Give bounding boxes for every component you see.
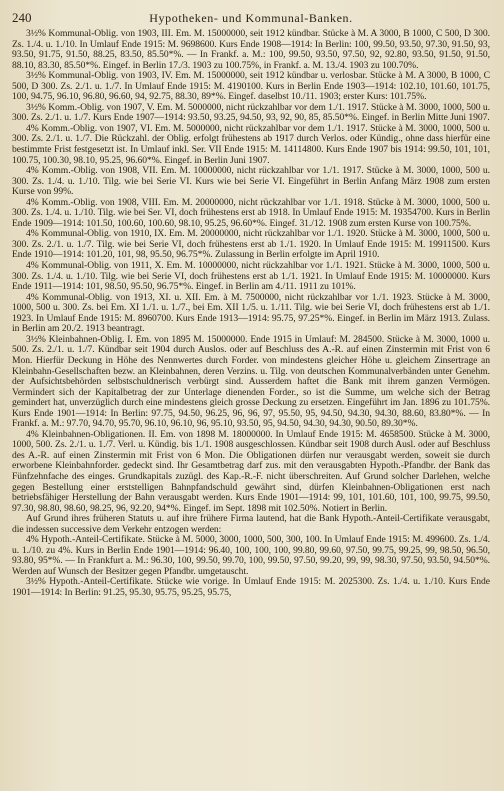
entry-komm-oblig-1908-vii: 4% Komm.-Oblig. von 1908, VII. Em. M. 10000000, nicht rückzahlbar vor 1./1. 1917. Stücke à M. 3000, 1000, 500 u. 300. Zs. 1./4. u. 1./10. Tilg. wie bei Serie VI. Kurs wie bei Serie VI. Eingeführt in Berlin Anfang März 1908 zum ersten Kurse von 99%.	[12, 165, 490, 198]
running-title: Hypotheken- und Kommunal-Banken.	[149, 11, 353, 25]
page-body	[12, 29, 490, 599]
entry-hypoth-anteil-cert-4: 4% Hypoth.-Anteil-Certifikate. Stücke à M. 5000, 3000, 1000, 500, 300, 100. In Umlauf Ende 1915: M. 499600. Zs. 1./4. u. 1./10. zu 4%. Kurs in Berlin Ende 1901—1914: 96.40, 100, 100, 100, 99.80, 99.60, 97.50, 99.75, 99.25, 99, 98.50, 96.50, 93.80, 95*%. — In Frankfurt a. M.: 96.30, 100, 99.50, 99.70, 100, 99.50, 97.50, 99.20, 99, 99, 98.30, 97.50, 93.50, 94.50*%. Werden auf Wunsch der Besitzer gegen Pfandbr. umgetauscht.	[12, 534, 490, 577]
entry-kommunal-oblig-1911-x: 4% Kommunal-Oblig. von 1911, X. Em. M. 10000000, nicht rückzahlbar vor 1./1. 1921. Stücke à M. 3000, 1000, 500 u. 300. Zs. 1./4. u. 1./10. Tilg. wie bei Serie VI, doch frühestens erst ab 1./1. 1921. In Umlauf Ende 1915: M. 10000000. Kurs Ende 1911—1914: 101, 98.50, 95.50, 96.75*%. Eingef. in Berlin am 4./11. 1911 zu 101%.	[12, 260, 490, 293]
entry-kommunal-oblig-1913-xi-xii: 4% Kommunal-Oblig. von 1913, XI. u. XII. Em. à M. 7500000, nicht rückzahlbar vor 1./1. 1923. Stücke à M. 3000, 1000, 500 u. 300. Zs. bei Em. XI 1./1. u. 1./7., bei Em. XII 1./5. u. 1./11. Tilg. wie bei Serie VI, doch frühestens erst ab 1./1. 1923. In Umlauf Ende 1915: M. 8960700. Kurs Ende 1913—1914: 95.75, 97.25*%. Eingef. in Berlin im März 1913. Zulass. in Berlin am 20./2. 1913 beantragt.	[12, 291, 490, 335]
entry-kommunal-oblig-1903-iv: 3½% Kommunal-Oblig. von 1903, IV. Em. M. 15000000, seit 1912 kündbar u. verlosbar. Stücke à M. A 3000, B 1000, C 500, D 300. Zs. 2./1. u. 1./7. In Umlauf Ende 1915: M. 4190100. Kurs in Berlin Ende 1903—1914: 102.10, 101.60, 101.75, 100, 94.75, 96.10, 96.80, 96.60, 94, 92.75, 88.30, 89*%. Eingef. daselbst 10./11. 1903; erster Kurs: 101.75%.	[12, 70, 490, 103]
entry-kleinbahnen-oblig-i: 3½% Kleinbahnen-Oblig. I. Em. von 1895 M. 15000000. Ende 1915 in Umlauf: M. 284500. Stücke à M. 3000, 1000 u. 500. Zs. 2./1. u. 1./7. Kündbar seit 1904 durch Auslos. oder auf Beschluss des A.-R. auf einen Zinstermin mit Frist von 6 Mon. Hierfür Deckung in Höhe des Nennwertes durch Forder. von mindestens gleicher Höhe u. gleichem Zinsertrage an Kleinbahn-Gesellschaften bezw. an Kleinbahnen, deren Verzins. u. Tilg. von deutschen Kommunalverbänden unter Genehm. der Aufsichtsbehörden selbstschuldnerisch verbürgt sind. Ausserdem haftet die Bank mit ihrem ganzen Vermögen. Vermindert sich der Kapitalbetrag der zur Unterlage dienenden Forder., so ist die Summe, um welche sich der Betrag gemindert hat, unverzüglich durch eine mindestens gleich grosse Deckung zu ersetzen. Eingeführt im Jan. 1896 zu 101.75%. Kurs Ende 1901—1914: In Berlin: 97.75, 94.50, 96.25, 96, 96, 97, 95.50, 95, 94.50, 94.30, 94.30, 88.60, 83.80*%. — In Frankf. a. M.: 97.70, 94.70, 95.70, 96.10, 96.10, 96, 95.10, 93.50, 95, 94.50, 94.30, 94.30, 90.50, 89.30*%.	[12, 333, 490, 430]
entry-kommunal-oblig-1903-iii: 3½% Kommunal-Oblig. von 1903, III. Em. M. 15000000, seit 1912 kündbar. Stücke à M. A 3000, B 1000, C 500, D 300. Zs. 1./4. u. 1./10. In Umlauf Ende 1915: M. 9698600. Kurs Ende 1908—1914: In Berlin: 100, 99.50, 93.50, 97.30, 91.50, 93, 93.50, 91.75, 91.50, 88.25, 83.50, 85.50*%. — In Frankf. a. M.: 100, 99.50, 93.50, 97.50, 92, 92.80, 93.50, 91.50, 91.50, 88.10, 83.30, 85.50*%. Eingef. in Berlin 17./3. 1903 zu 100.75%, in Frankf. a. M. 13./4. 1903 zu 100.70%.	[12, 28, 490, 71]
entry-statut-note: Auf Grund ihres früheren Statuts u. auf ihre frühere Firma lautend, hat die Bank Hypoth.-Anteil-Certifikate verausgabt, die indessen successive dem Verkehr entzogen werden:	[12, 513, 490, 535]
entry-komm-oblig-1907-vi: 4% Komm.-Oblig. von 1907, VI. Em. M. 5000000, nicht rückzahlbar vor dem 1./1. 1917. Stücke à M. 3000, 1000, 500 u. 300. Zs. 2./1. u. 1./7. Die Rückzahl. der Oblig. erfolgt frühestens ab 1917 durch Verlos. oder Kündig., ohne dass hierfür eine bestimmte Frist festgesetzt ist. In Umlauf inkl. Ser. VII Ende 1915: M. 14114800. Kurs Ende 1907 bis 1914: 99.50, 101, 101, 100.75, 100.30, 98.10, 95.25, 96.60*%. Eingef. in Berlin Juni 1907.	[12, 122, 490, 166]
entry-kleinbahnen-oblig-ii: 4% Kleinbahnen-Obligationen. II. Em. von 1898 M. 18000000. In Umlauf Ende 1915: M. 4658500. Stücke à M. 3000, 1000, 500. Zs. 2./1. u. 1./7. Verl. u. Kündig. bis 1./1. 1908 ausgeschlossen. Kündbar seit 1908 durch Ausl. oder auf Beschluss des A.-R. auf einen Zinstermin mit Frist von 6 Mon. Die Obligationen dürfen nur verausgabt werden, soweit sie durch erworbene Kleinbahnforder. gedeckt sind. Ihr Gesamtbetrag darf zus. mit den verausgabten Hypoth.-Pfandbr. der Bank das Fünfzehnfache des einges. Grundkapitals zuzügl. des Kap.-R.-F. nicht überschreiten. Auf Grund solcher Darlehen, welche gegen Bestellung einer erststelligen Bahnpfandschuld gewährt sind, dürfen Kleinbahnen-Obligationen erst nach betriebsfähiger Herstellung der Bahn verausgabt werden. Kurs Ende 1901—1914: 99, 101, 101.60, 101, 100, 99.75, 99.50, 97.30, 98.80, 98.60, 98.25, 96, 92.20, 94*%. Eingef. im Sept. 1898 mit 102.50%. Notiert in Berlin.	[12, 428, 490, 514]
entry-komm-oblig-1908-viii: 4% Komm.-Oblig. von 1908, VIII. Em. M. 20000000, nicht rückzahlbar vor 1./1. 1918. Stücke à M. 3000, 1000, 500 u. 300. Zs. 1./4. u. 1./10. Tilg. wie bei Ser. VI, doch frühestens erst ab 1918. In Umlauf Ende 1915: M. 19354700. Kurs in Berlin Ende 1909—1914: 101.50, 100.60, 100.60, 98.10, 95.25, 96.60*%. Eingef. 31./12. 1908 zum ersten Kurse von 100.75%.	[12, 196, 490, 229]
page-number: 240	[12, 10, 32, 25]
page-header	[12, 10, 490, 26]
entry-kommunal-oblig-1910-ix: 4% Kommunal-Oblig. von 1910, IX. Em. M. 20000000, nicht rückzahlbar vor 1./1. 1920. Stücke à M. 3000, 1000, 500 u. 300. Zs. 2./1. u. 1./7. Tilg. wie bei Serie VI, doch frühestens erst ab 1./1. 1920. In Umlauf Ende 1915: M. 19911500. Kurs Ende 1910—1914: 101.20, 101, 98, 95.50, 96.75*%. Zulassung in Berlin erfolgte im April 1910.	[12, 228, 490, 261]
entry-komm-oblig-1907-v: 3½% Komm.-Oblig. von 1907, V. Em. M. 5000000, nicht rückzahlbar vor dem 1./1. 1917. Stücke à M. 3000, 1000, 500 u. 300. Zs. 2./1. u. 1./7. Kurs Ende 1907—1914: 93.50, 93.25, 94.50, 93, 92, 90, 85, 85.50*%. Eingef. in Berlin Mitte Juni 1907.	[12, 101, 490, 124]
entry-hypoth-anteil-cert-3-5: 3½% Hypoth.-Anteil-Certifikate. Stücke wie vorige. In Umlauf Ende 1915: M. 2025300. Zs. 1./4. u. 1./10. Kurs Ende 1901—1914: In Berlin: 91.25, 95.30, 95.75, 95.25, 95.75,	[12, 576, 490, 598]
